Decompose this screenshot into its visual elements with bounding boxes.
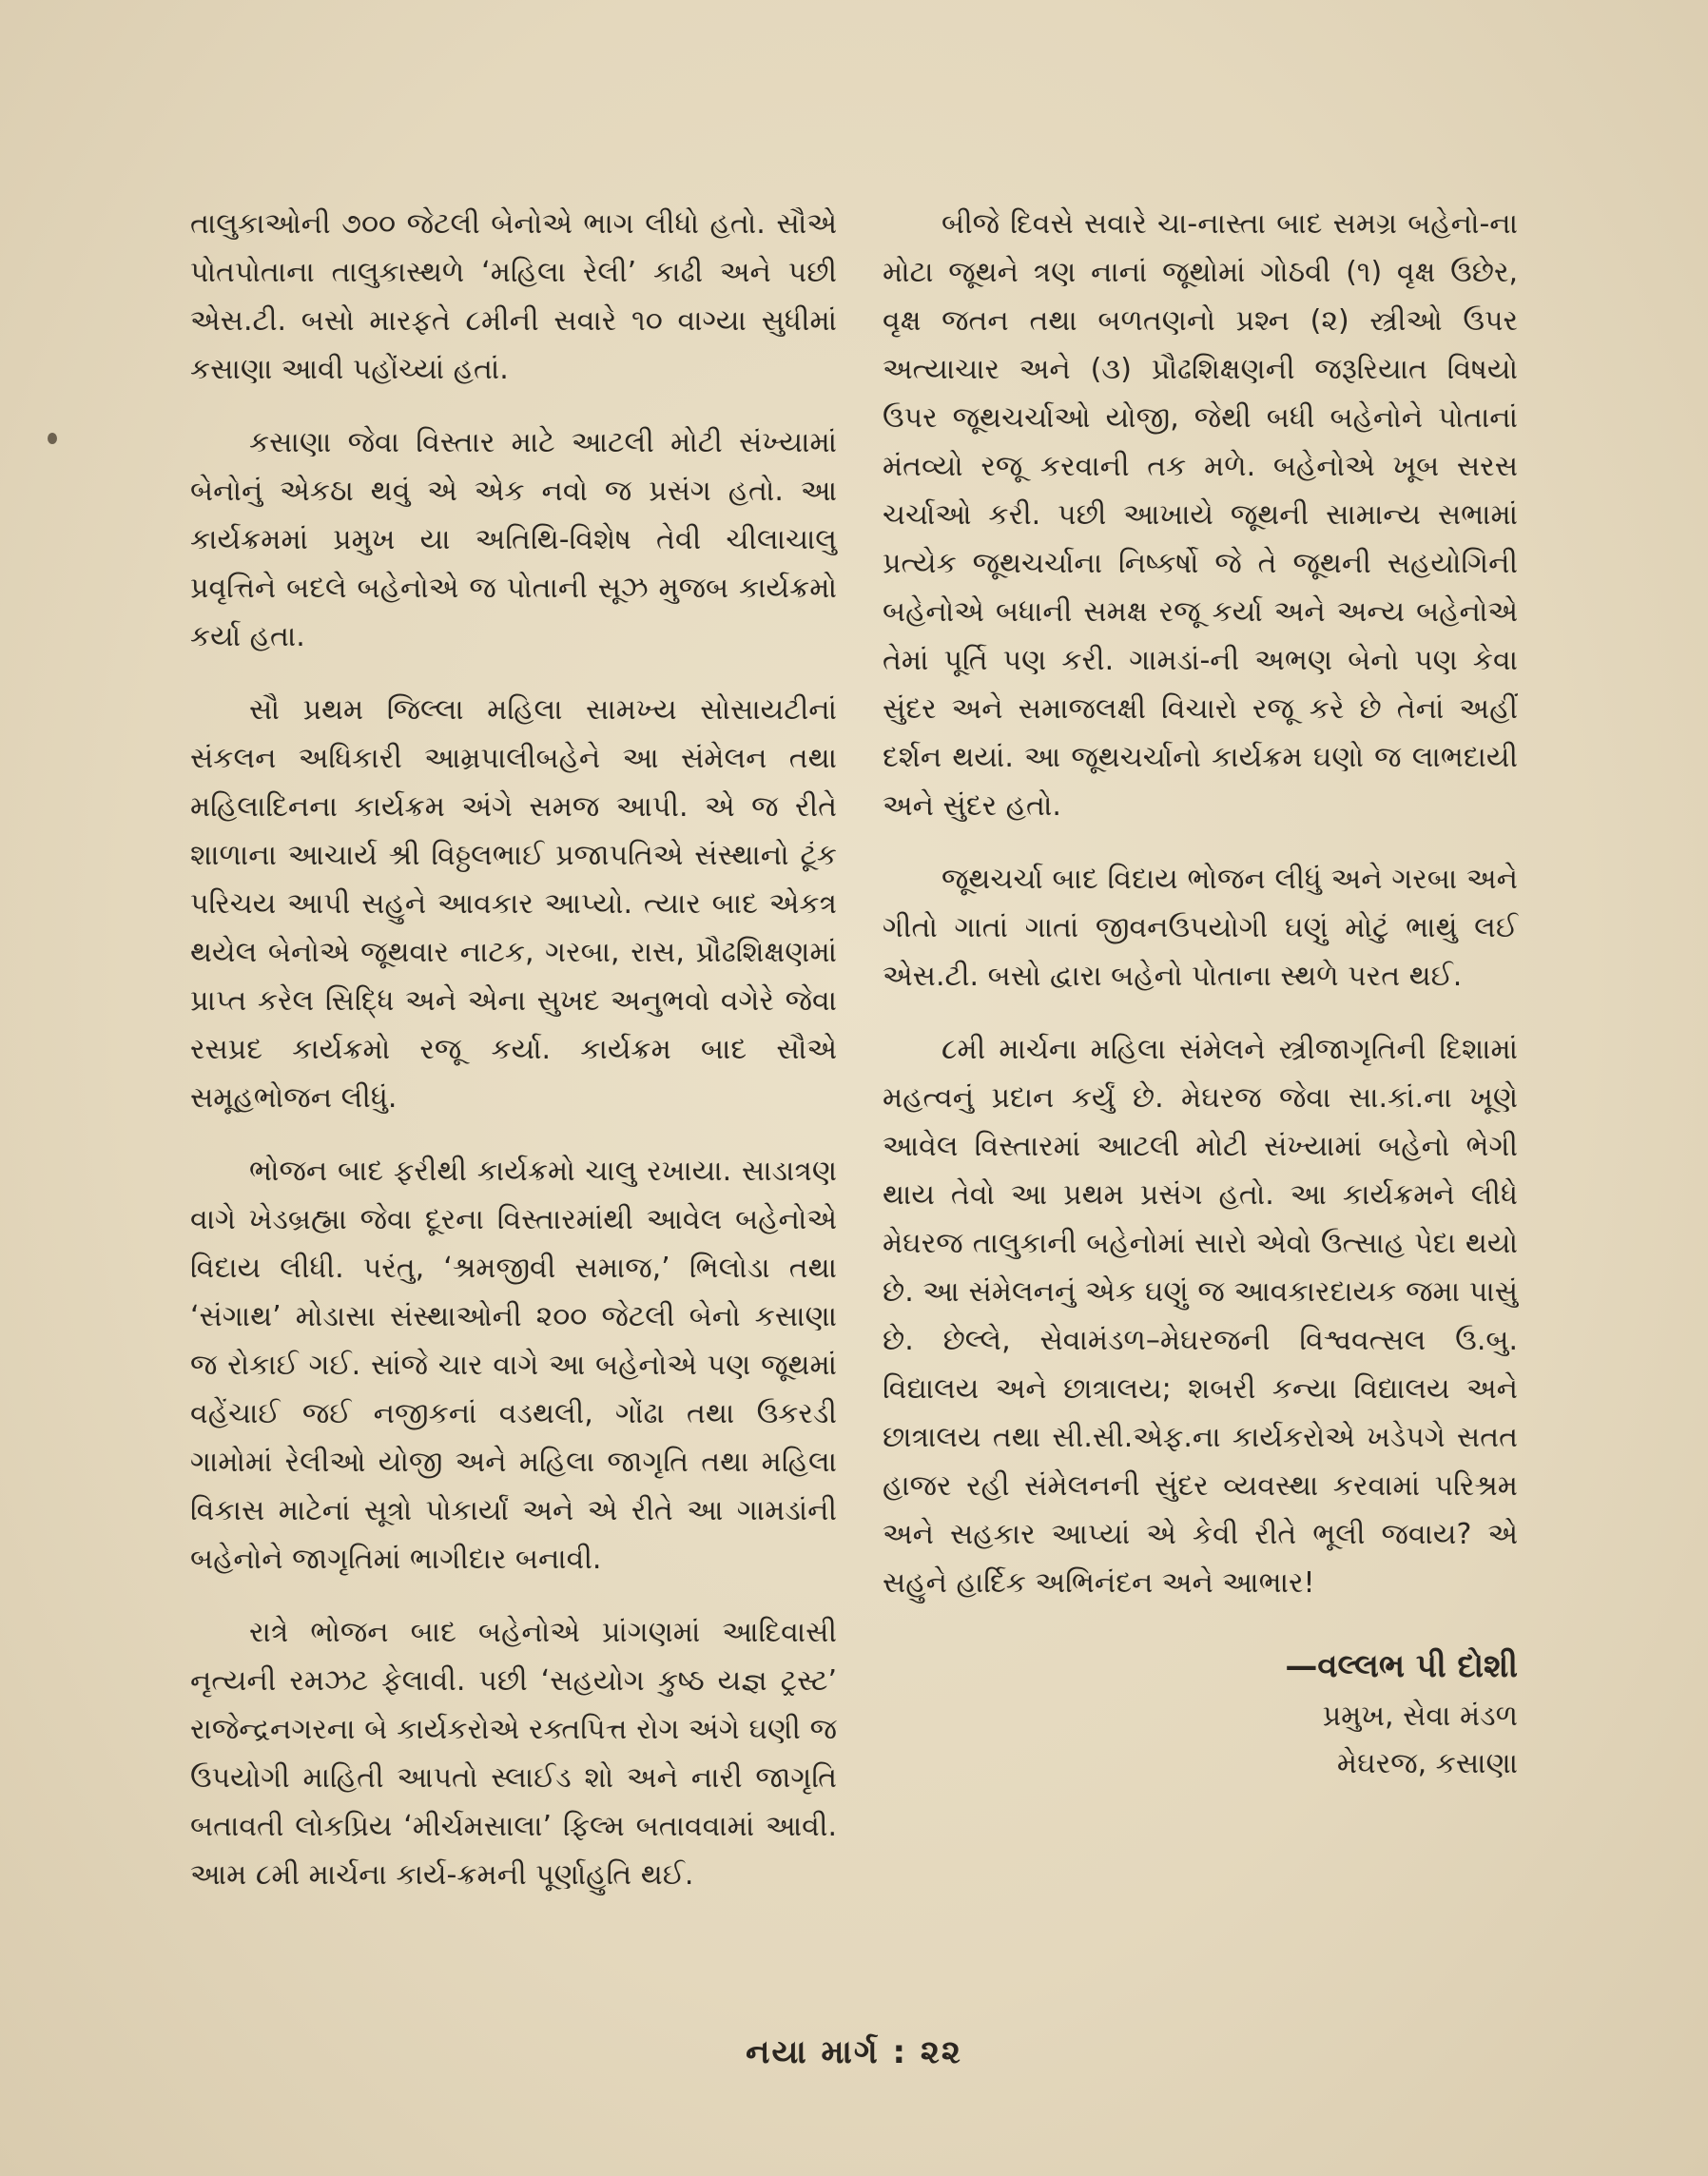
paragraph: ૮મી માર્ચના મહિલા સંમેલને સ્ત્રીજાગૃતિની દિશામાં મહત્વનું પ્રદાન કર્યું છે. મેઘરજ જેવા સા.કાં.ના ખૂણે આવેલ વિસ્તારમાં આટલી મોટી સંખ્યામાં બહેનો ભેગી થાય તેવો આ પ્રથમ પ્રસંગ હતો. આ કાર્યક્રમને લીધે મેઘરજ તાલુકાની બહેનોમાં સારો એવો ઉત્સાહ પેદા થયો છે. આ સંમેલનનું એક ઘણું જ આવકારદાયક જમા પાસું છે. છેલ્લે, સેવામંડળ–મેઘરજની વિશ્વવત્સલ ઉ.બુ. વિદ્યાલય અને છાત્રાલય; શબરી કન્યા વિદ્યાલય અને છાત્રાલય તથા સી.સી.એફ.ના કાર્યકરોએ ખડેપગે સતત હાજર રહી સંમેલનની સુંદર વ્યવસ્થા કરવામાં પરિશ્રમ અને સહકાર આપ્યાં એ કેવી રીતે ભૂલી જવાય? એ સહુને હાર્દિક અભિનંદન અને આભાર! (883, 1033, 1518, 1600)
right-column (883, 200, 1518, 1788)
paragraph: ભોજન બાદ ફરીથી કાર્યક્રમો ચાલુ રખાયા. સાડાત્રણ વાગે ખેડબ્રહ્મા જેવા દૂરના વિસ્તારમાંથી આવેલ બહેનોએ વિદાય લીધી. પરંતુ, ‘શ્રમજીવી સમાજ,’ ભિલોડા તથા ‘સંગાથ’ મોડાસા સંસ્થાઓની ૨૦૦ જેટલી બેનો કસાણા જ રોકાઈ ગઈ. સાંજે ચાર વાગે આ બહેનોએ પણ જૂથમાં વહેંચાઈ જઈ નજીકનાં વડથલી, ગોંઢા તથા ઉકરડી ગામોમાં રેલીઓ યોજી અને મહિલા જાગૃતિ તથા મહિલા વિકાસ માટેનાં સૂત્રો પોકાર્યાં અને એ રીતે આ ગામડાંની બહેનોને જાગૃતિમાં ભાગીદાર બનાવી. (190, 1155, 837, 1576)
paragraph: સૌ પ્રથમ જિલ્લા મહિલા સામખ્ય સોસાયટીનાં સંકલન અધિકારી આમ્રપાલીબહેને આ સંમેલન તથા મહિલાદિનના કાર્યક્રમ અંગે સમજ આપી. એ જ રીતે શાળાના આચાર્ય શ્રી વિઠ્ઠલભાઈ પ્રજાપતિએ સંસ્થાનો ટૂંક પરિચય આપી સહુને આવકાર આપ્યો. ત્યાર બાદ એકત્ર થયેલ બેનોએ જૂથવાર નાટક, ગરબા, રાસ, પ્રૌઢશિક્ષણમાં પ્રાપ્ત કરેલ સિદ્ધિ અને એના સુખદ અનુભવો વગેરે જેવા રસપ્રદ કાર્યક્રમો રજૂ કર્યા. કાર્યક્રમ બાદ સૌએ સમૂહભોજન લીધું. (190, 693, 837, 1115)
left-column (190, 200, 837, 1924)
author-name: —વલ્લભ પી દોશી (1285, 1647, 1518, 1685)
signature-block (883, 1640, 1518, 1788)
paper-speck (48, 433, 57, 444)
author-title: પ્રમુખ, સેવા મંડળ (1322, 1700, 1518, 1733)
paragraph: બીજે દિવસે સવારે ચા-નાસ્તા બાદ સમગ્ર બહેનો-ના મોટા જૂથને ત્રણ નાનાં જૂથોમાં ગોઠવી (૧) વૃક્ષ ઉછેર, વૃક્ષ જતન તથા બળતણનો પ્રશ્ન (૨) સ્ત્રીઓ ઉપર અત્યાચાર અને (૩) પ્રૌઢશિક્ષણની જરૂરિયાત વિષયો ઉપર જૂથચર્ચાઓ યોજી, જેથી બધી બહેનોને પોતાનાં મંતવ્યો રજૂ કરવાની તક મળે. બહેનોએ ખૂબ સરસ ચર્ચાઓ કરી. પછી આખાયે જૂથની સામાન્ય સભામાં પ્રત્યેક જૂથચર્ચાના નિષ્કર્ષો જે તે જૂથની સહયોગિની બહેનોએ બધાની સમક્ષ રજૂ કર્યા અને અન્ય બહેનોએ તેમાં પૂર્તિ પણ કરી. ગામડાં-ની અભણ બેનો પણ કેવા સુંદર અને સમાજલક્ષી વિચારો રજૂ કરે છે તેનાં અહીં દર્શન થયાં. આ જૂથચર્ચાનો કાર્યક્રમ ઘણો જ લાભદાયી અને સુંદર હતો. (883, 207, 1518, 823)
paragraph: જૂથચર્ચા બાદ વિદાય ભોજન લીધું અને ગરબા અને ગીતો ગાતાં ગાતાં જીવનઉપયોગી ઘણું મોટું ભાથું લઈ એસ.ટી. બસો દ્વારા બહેનો પોતાના સ્થળે પરત થઈ. (883, 863, 1518, 993)
paragraph: રાત્રે ભોજન બાદ બહેનોએ પ્રાંગણમાં આદિવાસી નૃત્યની રમઝટ ફેલાવી. પછી ‘સહયોગ કુષ્ઠ યજ્ઞ ટ્રસ્ટ’ રાજેન્દ્રનગરના બે કાર્યકરોએ રક્તપિત્ત રોગ અંગે ઘણી જ ઉપયોગી માહિતી આપતો સ્લાઈડ શો અને નારી જાગૃતિ બતાવતી લોકપ્રિય ‘મીર્ચમસાલા’ ફિલ્મ બતાવવામાં આવી. આમ ૮મી માર્ચના કાર્ય-ક્રમની પૂર્ણાહુતિ થઈ. (190, 1616, 837, 1892)
author-place: મેઘરજ, કસાણા (1336, 1747, 1518, 1780)
paragraph: કસાણા જેવા વિસ્તાર માટે આટલી મોટી સંખ્યામાં બેનોનું એકઠા થવું એ એક નવો જ પ્રસંગ હતો. આ કાર્યક્રમમાં પ્રમુખ યા અતિથિ-વિશેષ તેવી ચીલાચાલુ પ્રવૃત્તિને બદલે બહેનોએ જ પોતાની સૂઝ મુજબ કાર્યક્રમો કર્યા હતા. (190, 426, 837, 653)
page-footer: નયા માર્ગ : ૨૨ (746, 2033, 962, 2071)
paragraph: તાલુકાઓની ૭૦૦ જેટલી બેનોએ ભાગ લીધો હતો. સૌએ પોતપોતાના તાલુકાસ્થળે ‘મહિલા રેલી’ કાઢી અને પછી એસ.ટી. બસો મારફતે ૮મીની સવારે ૧૦ વાગ્યા સુધીમાં કસાણા આવી પહોંચ્યાં હતાં. (190, 207, 837, 386)
